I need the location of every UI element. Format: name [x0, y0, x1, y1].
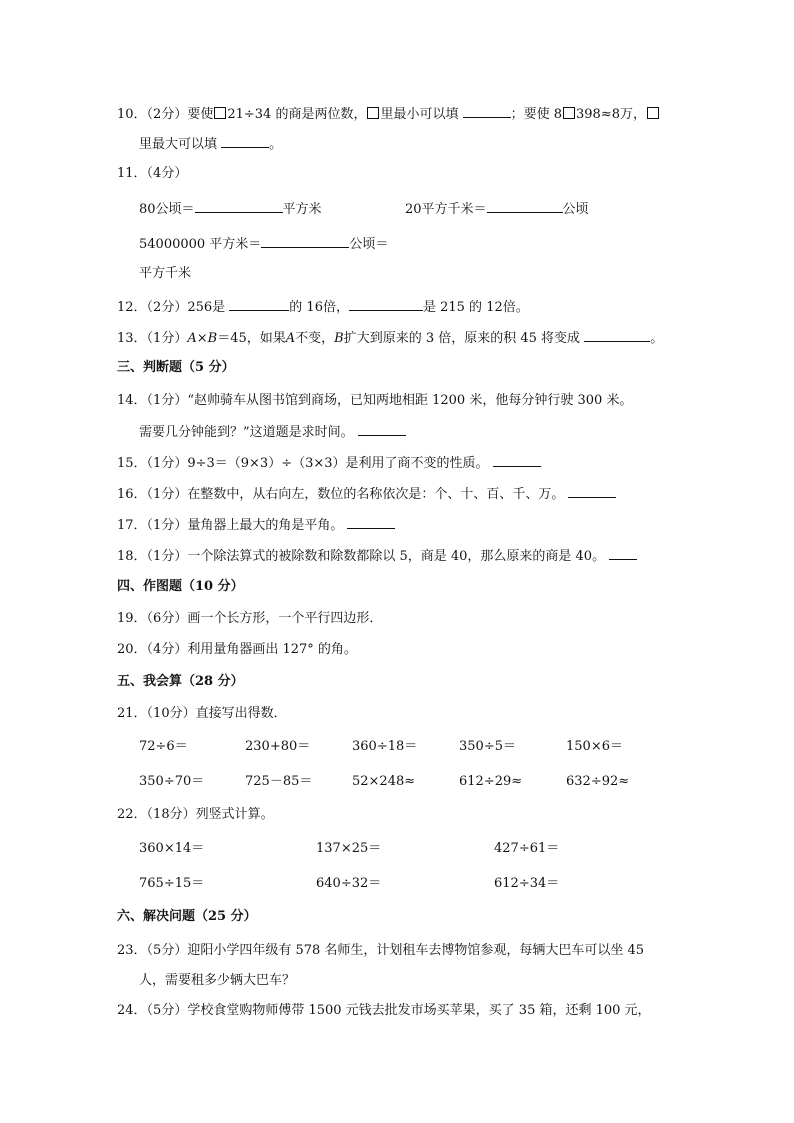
question-number: 20．	[117, 642, 147, 657]
question-16	[117, 485, 616, 504]
question-18	[117, 547, 637, 566]
variable-a: A	[285, 331, 296, 346]
question-number: 12．	[117, 300, 147, 315]
question-15	[117, 454, 541, 473]
question-21	[117, 705, 287, 723]
question-text: 。	[269, 137, 283, 152]
calc-item: 640÷32＝	[316, 876, 382, 891]
calc-item: 360÷18＝	[352, 739, 418, 754]
calc-item: 72÷6＝	[139, 739, 188, 754]
answer-box	[563, 107, 575, 119]
question-number: 22．	[117, 807, 147, 822]
section-heading-3: 三、判断题（5 分）	[117, 360, 235, 375]
question-text: 公顷	[562, 202, 589, 217]
section-heading-6: 六、解决问题（25 分）	[117, 909, 257, 924]
question-text: 利用量角器画出 127° 的角。	[187, 642, 357, 657]
question-text: 20平方千米＝	[405, 202, 487, 217]
question-text: 80公顷＝	[139, 202, 195, 217]
question-19	[117, 610, 382, 628]
question-score: （2分）	[146, 300, 188, 315]
question-number: 24．	[117, 1003, 147, 1018]
answer-blank[interactable]	[229, 298, 289, 311]
calc-item: 725－85＝	[245, 774, 313, 789]
question-text: 不变，	[295, 331, 335, 346]
question-text: “赵帅骑车从图书馆到商场，已知两地相距 1200 米，他每分钟行驶 300 米。	[187, 393, 633, 408]
answer-blank[interactable]	[261, 235, 349, 248]
question-text: 学校食堂购物师傅带 1500 元钱去批发市场买苹果，买了 35 箱，还剩 100 元，	[187, 1003, 651, 1018]
question-text: 256是	[187, 300, 226, 315]
question-score: （1分）	[146, 393, 188, 408]
question-score: （1分）	[146, 518, 188, 533]
question-text: 平方千米	[139, 266, 192, 281]
question-number: 14．	[117, 393, 147, 408]
answer-blank[interactable]	[347, 516, 395, 529]
question-11-item-2	[405, 200, 589, 219]
question-11	[117, 165, 187, 183]
question-score: （6分）	[146, 611, 188, 626]
calc-item: 612÷29≈	[459, 774, 523, 789]
question-text: 21÷34 的商是两位数，	[227, 107, 367, 122]
answer-box	[647, 107, 659, 119]
question-text: 扩大到原来的 3 倍，原来的积 45 将变成	[343, 331, 581, 346]
question-10	[117, 105, 660, 124]
question-number: 15．	[117, 456, 147, 471]
question-24	[117, 1002, 651, 1020]
calc-item: 427÷61＝	[494, 841, 560, 856]
question-score: （1分）	[146, 456, 188, 471]
calc-item: 612÷34＝	[494, 876, 560, 891]
calc-item: 360×14＝	[139, 841, 205, 856]
answer-box	[367, 107, 379, 119]
question-text: 的 16倍，	[289, 300, 349, 315]
question-number: 18．	[117, 549, 147, 564]
question-text: ＝45，如果	[217, 331, 286, 346]
question-text: 里最大可以填	[139, 137, 218, 152]
question-11-item-3	[139, 235, 388, 254]
question-text: 直接写出得数．	[195, 706, 287, 721]
answer-blank[interactable]	[358, 423, 406, 436]
question-text: 平方米	[282, 202, 322, 217]
calc-item: 150×6＝	[566, 739, 623, 754]
question-text: 是 215 的 12倍。	[422, 300, 529, 315]
answer-box	[214, 107, 226, 119]
question-text: 公顷＝	[349, 237, 389, 252]
question-score: （1分）	[146, 331, 188, 346]
question-17	[117, 516, 395, 535]
question-text: 54000000 平方米＝	[139, 237, 262, 252]
question-number: 19．	[117, 611, 147, 626]
question-score: （5分）	[146, 1003, 188, 1018]
question-14-cont	[139, 423, 406, 442]
answer-blank[interactable]	[221, 135, 269, 148]
question-text: 迎阳小学四年级有 578 名师生，计划租车去博物馆参观，每辆大巴车可以坐 45	[187, 943, 645, 958]
question-13	[117, 329, 663, 348]
question-text: 量角器上最大的角是平角。	[187, 518, 344, 533]
question-text: 一个除法算式的被除数和除数都除以 5，商是 40，那么原来的商是 40。	[187, 549, 606, 564]
answer-blank[interactable]	[195, 200, 283, 213]
question-text: 需要几分钟能到？”这道题是求时间。	[139, 425, 354, 440]
question-23-cont	[139, 972, 295, 990]
question-text: 列竖式计算。	[195, 807, 274, 822]
calc-item: 632÷92≈	[566, 774, 630, 789]
answer-blank[interactable]	[349, 298, 423, 311]
question-text: ；要使 8	[510, 107, 563, 122]
calc-item: 230+80＝	[245, 739, 311, 754]
question-14	[117, 392, 632, 410]
question-22	[117, 806, 274, 824]
times-sign: ×	[196, 331, 208, 346]
question-number: 11．	[117, 166, 147, 181]
calc-item: 137×25＝	[316, 841, 382, 856]
variable-a: A	[187, 331, 197, 346]
answer-blank[interactable]	[487, 200, 563, 213]
answer-blank[interactable]	[493, 454, 541, 467]
question-number: 17．	[117, 518, 147, 533]
question-23	[117, 942, 644, 960]
question-text: 里最小可以填	[380, 107, 459, 122]
question-12	[117, 298, 529, 317]
question-score: （2分）	[146, 107, 188, 122]
question-text: 。	[650, 331, 664, 346]
question-11-item-3-cont	[139, 265, 191, 283]
question-20	[117, 641, 357, 659]
question-text: 398≈8万，	[576, 107, 646, 122]
question-text: 要使	[187, 107, 214, 122]
answer-blank[interactable]	[463, 105, 511, 118]
question-text: 人，需要租多少辆大巴车？	[139, 973, 296, 988]
question-score: （1分）	[146, 549, 188, 564]
question-score: （4分）	[146, 166, 188, 181]
question-10-cont	[139, 135, 282, 154]
section-heading-5: 五、我会算（28 分）	[117, 674, 244, 689]
question-score: （1分）	[146, 487, 188, 502]
question-text: 在整数中，从右向左，数位的名称依次是：个、十、百、千、万。	[187, 487, 565, 502]
answer-blank[interactable]	[584, 329, 650, 342]
question-score: （5分）	[146, 943, 188, 958]
question-score: （4分）	[146, 642, 188, 657]
variable-b: B	[334, 331, 344, 346]
calc-item: 350÷70＝	[139, 774, 205, 789]
calc-item: 350÷5＝	[459, 739, 516, 754]
question-11-item-1	[139, 200, 322, 219]
question-score: （18分）	[146, 807, 196, 822]
question-number: 13．	[117, 331, 147, 346]
calc-item: 52×248≈	[352, 774, 416, 789]
question-number: 23．	[117, 943, 147, 958]
question-number: 10．	[117, 107, 147, 122]
answer-blank[interactable]	[609, 547, 637, 560]
question-number: 21．	[117, 706, 147, 721]
question-text: 9÷3＝（9×3）÷（3×3）是利用了商不变的性质。	[187, 456, 489, 471]
calc-item: 765÷15＝	[139, 876, 205, 891]
answer-blank[interactable]	[568, 485, 616, 498]
variable-b: B	[207, 331, 218, 346]
section-heading-4: 四、作图题（10 分）	[117, 579, 244, 594]
question-text: 画一个长方形，一个平行四边形．	[187, 611, 383, 626]
question-score: （10分）	[146, 706, 196, 721]
question-number: 16．	[117, 487, 147, 502]
